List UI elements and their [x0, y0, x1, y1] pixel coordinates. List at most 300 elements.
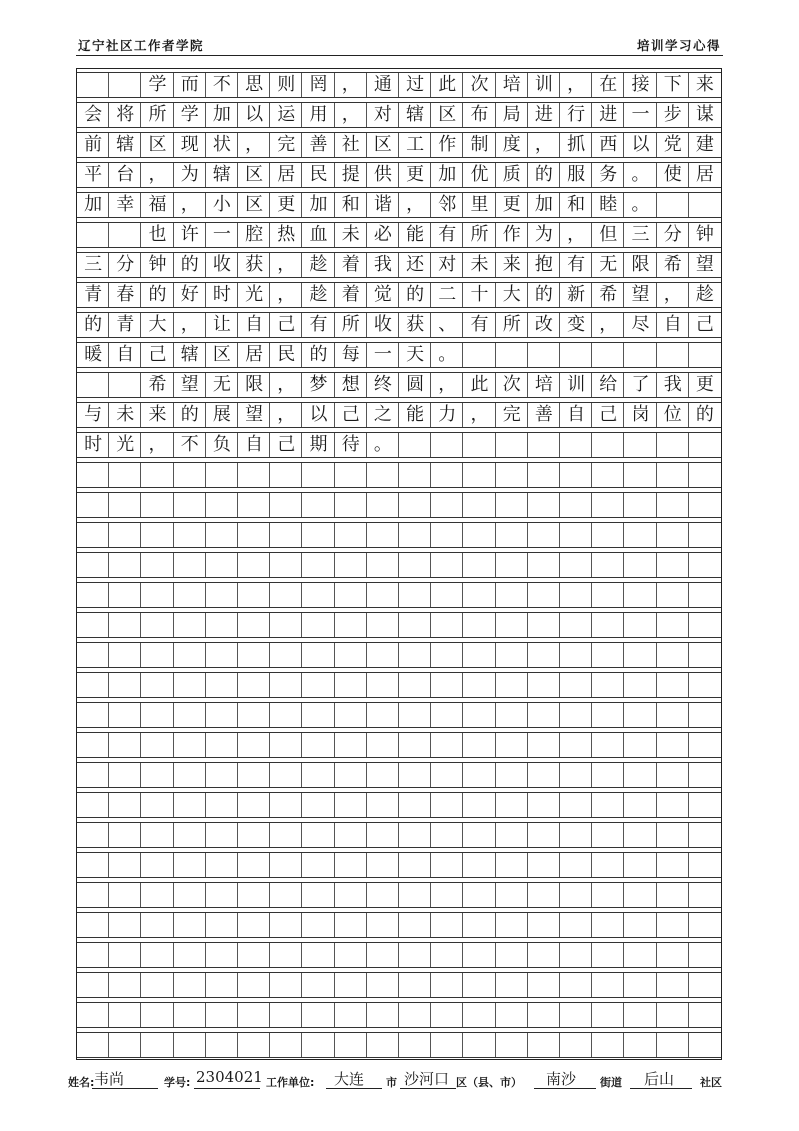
community-value: 后山 [644, 1070, 675, 1088]
grid-cell [238, 823, 270, 847]
grid-cell [302, 943, 334, 967]
grid-cell [109, 673, 141, 697]
grid-cell [206, 973, 238, 997]
grid-cell [302, 643, 334, 667]
grid-cell [174, 493, 206, 517]
grid-row [77, 552, 721, 578]
grid-cell [496, 613, 528, 637]
grid-cell [335, 523, 367, 547]
grid-cell [560, 913, 592, 937]
grid-cell [657, 703, 689, 727]
grid-cell [399, 793, 431, 817]
grid-cell [335, 883, 367, 907]
page-header [76, 30, 723, 56]
grid-cell [270, 943, 302, 967]
grid-cell [431, 523, 463, 547]
grid-cell [689, 703, 721, 727]
grid-cell [367, 703, 399, 727]
grid-cell [77, 523, 109, 547]
grid-cell [206, 763, 238, 787]
grid-cell [174, 883, 206, 907]
grid-cell [302, 523, 334, 547]
grid-cell [689, 883, 721, 907]
grid-row [77, 702, 721, 728]
grid-cell [592, 463, 624, 487]
grid-cell [431, 883, 463, 907]
grid-row [77, 852, 721, 878]
grid-row [77, 612, 721, 638]
grid-cell [560, 763, 592, 787]
grid-cell [109, 583, 141, 607]
grid-cell [141, 463, 173, 487]
grid-cell [302, 973, 334, 997]
grid-cell [367, 553, 399, 577]
grid-cell [592, 1033, 624, 1057]
grid-cell [77, 913, 109, 937]
grid-cell [624, 493, 656, 517]
grid-cell [528, 643, 560, 667]
grid-cell [270, 823, 302, 847]
grid-cell [367, 973, 399, 997]
grid-cell [174, 643, 206, 667]
grid-cell [560, 643, 592, 667]
grid-cell [528, 673, 560, 697]
grid-row [77, 792, 721, 818]
grid-cell [141, 583, 173, 607]
grid-cell [335, 703, 367, 727]
grid-cell [109, 613, 141, 637]
grid-cell [657, 883, 689, 907]
grid-cell [592, 553, 624, 577]
grid-cell [463, 1003, 495, 1027]
grid-cell [431, 973, 463, 997]
grid-cell [560, 823, 592, 847]
grid-cell [592, 733, 624, 757]
grid-cell [528, 883, 560, 907]
grid-cell [174, 943, 206, 967]
grid-cell [141, 763, 173, 787]
grid-cell [302, 793, 334, 817]
grid-cell [141, 493, 173, 517]
grid-cell [77, 463, 109, 487]
grid-cell [657, 583, 689, 607]
grid-cell [367, 763, 399, 787]
grid-cell [463, 913, 495, 937]
grid-cell [399, 1003, 431, 1027]
grid-cell [270, 913, 302, 937]
grid-cell [109, 523, 141, 547]
grid-cell [206, 943, 238, 967]
grid-cell [657, 523, 689, 547]
grid-cell [77, 943, 109, 967]
grid-cell [302, 1033, 334, 1057]
grid-cell [399, 853, 431, 877]
grid-cell [463, 493, 495, 517]
grid-cell [141, 913, 173, 937]
grid-row [77, 882, 721, 908]
grid-cell [528, 463, 560, 487]
grid-cell [689, 673, 721, 697]
name-underline [92, 1088, 158, 1089]
grid-cell [206, 643, 238, 667]
grid-cell [141, 943, 173, 967]
grid-cell [174, 973, 206, 997]
grid-cell [592, 703, 624, 727]
grid-cell [657, 493, 689, 517]
grid-cell [335, 673, 367, 697]
grid-cell [206, 793, 238, 817]
district-suffix: 区（县、市） [456, 1076, 522, 1089]
grid-cell [109, 883, 141, 907]
grid-cell [592, 1003, 624, 1027]
grid-cell [431, 583, 463, 607]
grid-cell [592, 793, 624, 817]
grid-cell [496, 463, 528, 487]
grid-cell [141, 823, 173, 847]
grid-cell [624, 703, 656, 727]
grid-row [77, 462, 721, 488]
grid-cell [560, 463, 592, 487]
grid-cell [657, 853, 689, 877]
grid-cell [399, 733, 431, 757]
grid-cell [335, 913, 367, 937]
grid-cell [77, 583, 109, 607]
grid-cell [141, 883, 173, 907]
grid-cell [431, 1033, 463, 1057]
grid-cell [399, 703, 431, 727]
id-underline [194, 1088, 260, 1089]
grid-cell [399, 583, 431, 607]
institution-name: 辽宁社区工作者学院 [78, 38, 205, 53]
grid-cell [463, 673, 495, 697]
grid-cell [141, 853, 173, 877]
grid-cell [335, 733, 367, 757]
grid-cell [206, 583, 238, 607]
grid-cell [560, 853, 592, 877]
grid-cell [238, 913, 270, 937]
grid-cell [367, 493, 399, 517]
grid-cell [463, 613, 495, 637]
grid-cell [657, 613, 689, 637]
city-underline [326, 1088, 382, 1089]
grid-cell [77, 733, 109, 757]
grid-cell [206, 493, 238, 517]
grid-cell [270, 583, 302, 607]
grid-cell [141, 733, 173, 757]
grid-row [77, 1002, 721, 1028]
grid-cell [367, 1003, 399, 1027]
grid-cell [496, 643, 528, 667]
grid-cell [624, 673, 656, 697]
grid-cell [463, 643, 495, 667]
grid-cell [528, 793, 560, 817]
grid-cell [270, 1033, 302, 1057]
grid-cell [528, 763, 560, 787]
grid-cell [270, 673, 302, 697]
grid-cell [206, 553, 238, 577]
grid-cell [109, 853, 141, 877]
grid-cell [367, 613, 399, 637]
grid-cell [528, 493, 560, 517]
grid-cell [141, 553, 173, 577]
grid-cell [302, 583, 334, 607]
grid-cell [528, 733, 560, 757]
text-line: 三 分 钟 的 收 获 ， 趁 着 我 还 对 未 来 抱 有 无 限 希 望 [84, 254, 714, 275]
street-suffix: 街道 [600, 1076, 622, 1089]
grid-cell [302, 703, 334, 727]
grid-cell [238, 613, 270, 637]
grid-cell [592, 493, 624, 517]
grid-cell [560, 733, 592, 757]
grid-cell [463, 823, 495, 847]
grid-cell [689, 763, 721, 787]
grid-cell [367, 793, 399, 817]
grid-cell [592, 613, 624, 637]
grid-cell [174, 553, 206, 577]
grid-cell [270, 493, 302, 517]
grid-cell [496, 493, 528, 517]
grid-cell [270, 793, 302, 817]
grid-cell [463, 883, 495, 907]
text-line: 加 幸 福 ， 小 区 更 加 和 谐 ， 邻 里 更 加 和 睦 。 [84, 194, 650, 215]
grid-cell [657, 733, 689, 757]
grid-cell [624, 853, 656, 877]
grid-cell [109, 1003, 141, 1027]
grid-cell [624, 553, 656, 577]
grid-cell [560, 1003, 592, 1027]
grid-cell [238, 703, 270, 727]
grid-cell [689, 493, 721, 517]
grid-cell [206, 1033, 238, 1057]
grid-cell [206, 823, 238, 847]
grid-cell [77, 703, 109, 727]
grid-cell [206, 1003, 238, 1027]
grid-cell [238, 1003, 270, 1027]
grid-cell [528, 823, 560, 847]
grid-cell [657, 793, 689, 817]
grid-cell [302, 763, 334, 787]
grid-cell [689, 913, 721, 937]
grid-cell [431, 943, 463, 967]
grid-cell [399, 673, 431, 697]
grid-cell [367, 883, 399, 907]
grid-cell [560, 583, 592, 607]
grid-cell [206, 523, 238, 547]
grid-cell [528, 973, 560, 997]
grid-cell [109, 1033, 141, 1057]
grid-cell [463, 1033, 495, 1057]
grid-cell [335, 463, 367, 487]
grid-cell [206, 733, 238, 757]
grid-cell [431, 733, 463, 757]
grid-cell [689, 823, 721, 847]
grid-cell [624, 1003, 656, 1027]
grid-cell [657, 823, 689, 847]
grid-cell [624, 763, 656, 787]
grid-cell [270, 853, 302, 877]
grid-cell [431, 673, 463, 697]
grid-cell [77, 1033, 109, 1057]
grid-row [77, 672, 721, 698]
grid-cell [689, 1033, 721, 1057]
grid-cell [270, 613, 302, 637]
grid-cell [141, 643, 173, 667]
district-underline [400, 1088, 456, 1089]
grid-cell [174, 793, 206, 817]
grid-cell [270, 463, 302, 487]
grid-cell [174, 913, 206, 937]
grid-cell [657, 1033, 689, 1057]
grid-cell [689, 793, 721, 817]
grid-cell [624, 583, 656, 607]
grid-cell [689, 1003, 721, 1027]
grid-cell [367, 1033, 399, 1057]
grid-cell [399, 613, 431, 637]
grid-cell [592, 853, 624, 877]
grid-cell [270, 703, 302, 727]
grid-cell [238, 643, 270, 667]
grid-cell [463, 733, 495, 757]
grid-cell [141, 523, 173, 547]
grid-cell [335, 763, 367, 787]
grid-cell [399, 883, 431, 907]
grid-cell [592, 643, 624, 667]
grid-cell [367, 463, 399, 487]
grid-cell [657, 913, 689, 937]
footer-info [68, 1068, 739, 1092]
grid-cell [624, 613, 656, 637]
grid-cell [689, 553, 721, 577]
grid-cell [238, 853, 270, 877]
grid-cell [689, 463, 721, 487]
grid-cell [174, 1003, 206, 1027]
community-underline [630, 1088, 692, 1089]
grid-cell [463, 793, 495, 817]
grid-cell [624, 463, 656, 487]
document-type: 培训学习心得 [636, 38, 721, 53]
grid-cell [657, 553, 689, 577]
grid-cell [77, 853, 109, 877]
text-line: 平 台 ， 为 辖 区 居 民 提 供 更 加 优 质 的 服 务 。 使 居 [84, 164, 714, 185]
grid-cell [270, 733, 302, 757]
grid-cell [206, 463, 238, 487]
grid-cell [528, 553, 560, 577]
grid-cell [560, 523, 592, 547]
grid-cell [302, 493, 334, 517]
city-suffix: 市 [386, 1076, 397, 1089]
grid-row [77, 822, 721, 848]
grid-cell [206, 673, 238, 697]
city-value: 大连 [334, 1070, 365, 1088]
grid-cell [496, 943, 528, 967]
grid-cell [528, 943, 560, 967]
grid-cell [109, 973, 141, 997]
grid-cell [141, 973, 173, 997]
grid-cell [496, 733, 528, 757]
grid-cell [496, 523, 528, 547]
grid-cell [141, 1003, 173, 1027]
grid-cell [109, 793, 141, 817]
grid-cell [431, 763, 463, 787]
grid-cell [657, 763, 689, 787]
grid-cell [463, 763, 495, 787]
grid-cell [270, 973, 302, 997]
grid-cell [238, 493, 270, 517]
grid-cell [463, 553, 495, 577]
grid-cell [560, 793, 592, 817]
grid-cell [302, 913, 334, 937]
grid-row [77, 642, 721, 668]
grid-cell [496, 703, 528, 727]
grid-cell [657, 673, 689, 697]
grid-cell [270, 763, 302, 787]
header-rule [76, 55, 723, 56]
grid-cell [174, 613, 206, 637]
grid-cell [141, 793, 173, 817]
grid-cell [174, 463, 206, 487]
grid-cell [592, 763, 624, 787]
grid-cell [302, 553, 334, 577]
grid-cell [174, 1033, 206, 1057]
grid-cell [270, 553, 302, 577]
grid-cell [689, 943, 721, 967]
grid-cell [496, 673, 528, 697]
grid-cell [624, 733, 656, 757]
grid-cell [109, 703, 141, 727]
grid-cell [174, 733, 206, 757]
grid-cell [689, 523, 721, 547]
grid-cell [399, 643, 431, 667]
grid-cell [238, 673, 270, 697]
grid-cell [238, 583, 270, 607]
grid-cell [141, 703, 173, 727]
grid-cell [463, 463, 495, 487]
grid-cell [463, 943, 495, 967]
grid-cell [302, 613, 334, 637]
grid-cell [657, 1003, 689, 1027]
grid-cell [238, 793, 270, 817]
grid-cell [302, 673, 334, 697]
grid-cell [528, 523, 560, 547]
grid-cell [592, 583, 624, 607]
grid-cell [496, 973, 528, 997]
grid-row [77, 732, 721, 758]
grid-cell [496, 853, 528, 877]
grid-cell [496, 913, 528, 937]
grid-cell [592, 523, 624, 547]
grid-row [77, 522, 721, 548]
grid-cell [624, 523, 656, 547]
grid-cell [560, 1033, 592, 1057]
grid-cell [463, 583, 495, 607]
grid-cell [174, 673, 206, 697]
grid-cell [367, 673, 399, 697]
grid-cell [174, 763, 206, 787]
grid-row [77, 492, 721, 518]
grid-cell [77, 883, 109, 907]
grid-cell [270, 883, 302, 907]
grid-row [77, 912, 721, 938]
grid-cell [238, 733, 270, 757]
grid-cell [592, 973, 624, 997]
grid-cell [302, 733, 334, 757]
grid-cell [335, 1033, 367, 1057]
grid-cell [624, 1033, 656, 1057]
grid-cell [77, 643, 109, 667]
grid-cell [109, 463, 141, 487]
grid-cell [335, 493, 367, 517]
text-line: 学 而 不 思 则 罔 ， 通 过 此 次 培 训 ， 在 接 下 来 [148, 74, 714, 95]
